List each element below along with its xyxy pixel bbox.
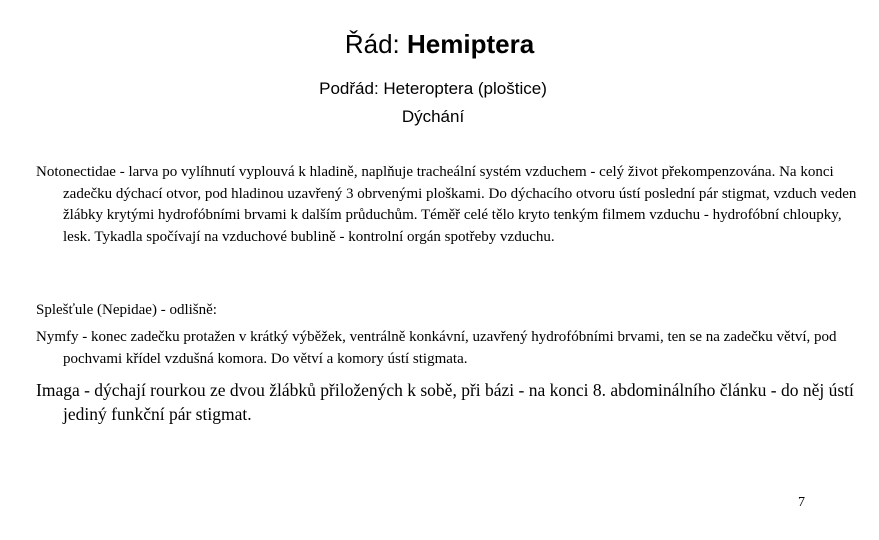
paragraph-notonectidae: Notonectidae - larva po vylíhnutí vyplouvá k hladině, naplňuje tracheální systém vzduchem - celý život překompenzována. Na konci zadečku dýchací otvor, pod hladinou uzavřený 3 obrvenými ploškami. Do dýchacího otvoru ústí poslední pár stigmat, vzduch veden žlábky krytými hydrofóbními brvami k dalším průduchům. Téměř celé tělo kryto tenkým filmem vzduchu - hydrofóbní chloupky, lesk. Tykadla spočívají na vzduchové bublině - kontrolní orgán spotřeby vzduchu. bbox=[36, 164, 857, 245]
slide-subtitle-suffix: (ploštice) bbox=[473, 79, 547, 98]
slide-title-order: Hemiptera bbox=[407, 29, 535, 59]
paragraph-imagoes: Imaga - dýchají rourkou ze dvou žlábků přiložených k sobě, při bázi - na konci 8. abdominálního článku - do něj ústí jediný funkční pár stigmat. bbox=[36, 380, 854, 424]
page-number: 7 bbox=[798, 495, 805, 510]
slide-subtitle-suborder: Heteroptera bbox=[383, 79, 474, 98]
slide-subtitle-prefix: Podřád: bbox=[319, 79, 384, 98]
slide-title bbox=[0, 28, 879, 60]
slide-subtitle bbox=[0, 78, 866, 100]
section-heading: Dýchání bbox=[401, 107, 465, 126]
paragraph-nepidae-intro: Splešťule (Nepidae) - odlišně: bbox=[36, 302, 217, 318]
slide-title-prefix: Řád: bbox=[344, 29, 407, 59]
paragraph-nymphs: Nymfy - konec zadečku protažen v krátký výběžek, ventrálně konkávní, uzavřený hydrofóbními brvami, ten se na zadečku větví, pod pochvami křídel vzdušná komora. Do větví a komory ústí stigmata. bbox=[36, 329, 837, 367]
